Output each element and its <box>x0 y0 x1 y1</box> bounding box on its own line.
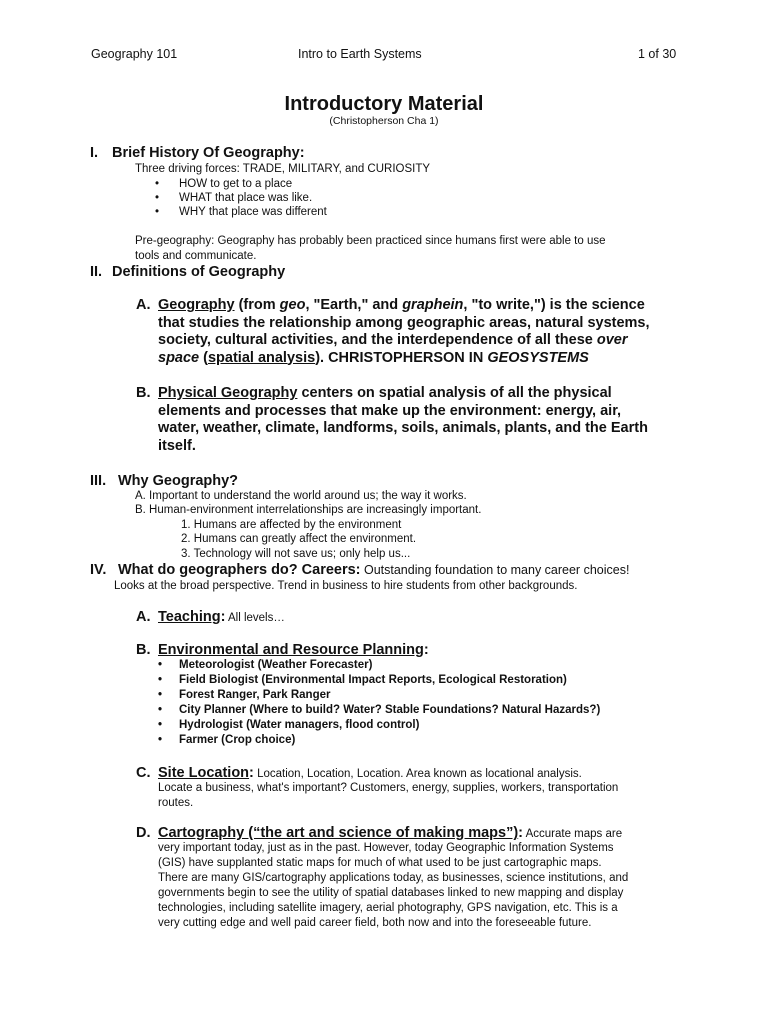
term-geo: geo <box>279 297 306 313</box>
list-item-text: Forest Ranger, Park Ranger <box>179 689 331 701</box>
career-heading <box>158 609 285 628</box>
list-item <box>158 689 678 703</box>
term-graphein: graphein <box>402 297 464 313</box>
section-title <box>118 562 629 578</box>
definition-b <box>136 385 696 460</box>
text: centers on spatial analysis of all the physical <box>297 385 612 401</box>
page-title: Introductory Material <box>284 93 484 115</box>
text: elements and processes that make up the environment: energy, air, <box>158 402 622 419</box>
text: itself. <box>158 437 196 454</box>
header-course: Geography 101 <box>91 47 178 61</box>
definition-a-text <box>158 297 650 367</box>
text: Environmental and Resource Planning <box>158 642 424 658</box>
list-item: 3. Technology will not save us; only help us... <box>181 548 411 560</box>
text: , "to write,") is the science <box>463 297 645 313</box>
cartography-line: technologies, including satellite imagery, aerial photography, GPS navigation, etc. This is a <box>158 902 618 914</box>
bullet-icon: • <box>158 674 163 686</box>
bullet-icon: • <box>158 719 163 731</box>
section-4-heading <box>90 562 730 580</box>
term-spatial-analysis: spatial analysis <box>207 349 316 366</box>
text: Cartography (“the art and science of making maps”) <box>158 825 519 841</box>
item-letter: C. <box>136 765 151 781</box>
text: Accurate maps are <box>523 828 623 840</box>
text: that studies the relationship among geographic areas, natural systems, <box>158 314 650 331</box>
section-2-heading <box>90 264 690 282</box>
section-number: I. <box>90 145 99 161</box>
list-item: 1. Humans are affected by the environment <box>181 519 402 531</box>
pre-geography-line-1: Pre-geography: Geography has probably been practiced since humans first were able to use <box>135 235 606 247</box>
section-title: Why Geography? <box>118 473 239 489</box>
why-geography-b: B. Human-environment interrelationships are increasingly important. <box>135 504 482 516</box>
career-planning <box>136 642 636 660</box>
section-number: III. <box>90 473 107 489</box>
bullet-icon: • <box>158 689 163 701</box>
list-item-text: Hydrologist (Water managers, flood control) <box>179 719 420 731</box>
list-item-text: WHAT that place was like. <box>179 192 313 204</box>
career-heading <box>158 642 429 660</box>
site-location-line-2: Locate a business, what's important? Customers, energy, supplies, workers, transportation <box>158 782 619 794</box>
section-number: II. <box>90 264 103 280</box>
section-1-intro: Three driving forces: TRADE, MILITARY, and CURIOSITY <box>135 163 431 175</box>
term-geography: Geography <box>158 297 235 313</box>
text: : <box>423 642 429 658</box>
term-physical-geography: Physical Geography <box>158 385 298 401</box>
bullet-icon: • <box>155 178 160 190</box>
list-item <box>155 192 555 206</box>
list-item-text: HOW to get to a place <box>179 178 293 190</box>
site-location-line-3: routes. <box>158 797 194 809</box>
text: , "Earth," and <box>305 297 403 313</box>
definition-b-text <box>158 385 648 455</box>
list-item <box>158 674 678 688</box>
section-3-heading <box>90 473 690 491</box>
item-letter: A. <box>136 609 151 625</box>
list-item <box>158 659 678 673</box>
cartography-line: very cutting edge and well paid career field, both now and into the foreseeable future. <box>158 917 592 929</box>
item-letter: B. <box>136 385 151 401</box>
header-page-number: 1 of 30 <box>638 47 677 61</box>
list-item <box>158 719 678 733</box>
bullet-icon: • <box>158 659 163 671</box>
text: Location, Location, Location. Area known as locational analysis. <box>253 768 582 780</box>
list-item-text: Field Biologist (Environmental Impact Reports, Ecological Restoration) <box>179 674 567 686</box>
career-teaching <box>136 609 536 627</box>
text: What do geographers do? Careers: <box>118 562 361 578</box>
list-item-text: Meteorologist (Weather Forecaster) <box>179 659 373 671</box>
list-item <box>158 704 698 718</box>
bullet-icon: • <box>158 704 163 716</box>
text: Teaching <box>158 609 221 625</box>
section-1-heading <box>90 145 690 163</box>
text: (from <box>234 297 280 313</box>
item-letter: D. <box>136 825 151 841</box>
text: society, cultural activities, and the interdependence of all these <box>158 332 597 348</box>
bullet-icon: • <box>155 192 160 204</box>
cartography-line: (GIS) have supplanted static maps for much of what used to be just cartographic maps. <box>158 857 602 869</box>
text: : <box>518 825 524 841</box>
list-item-text: Farmer (Crop choice) <box>179 734 296 746</box>
item-letter: B. <box>136 642 151 658</box>
text: Outstanding foundation to many career choices! <box>360 563 630 577</box>
list-item-text: WHY that place was different <box>179 206 327 218</box>
list-item <box>158 734 678 748</box>
text: : <box>220 609 226 625</box>
bullet-icon: • <box>158 734 163 746</box>
cartography-line: very important today, just as in the past. However, today Geographic Information Systems <box>158 842 614 854</box>
bullet-icon: • <box>155 206 160 218</box>
text: Site Location <box>158 765 250 781</box>
list-item <box>155 206 555 220</box>
list-item: 2. Humans can greatly affect the environment. <box>181 533 417 545</box>
cartography-line: There are many GIS/cartography applications today, as businesses, science institutions, and <box>158 872 629 884</box>
why-geography-a: A. Important to understand the world around us; the way it works. <box>135 490 467 502</box>
text: ( <box>199 349 208 366</box>
item-letter: A. <box>136 297 151 313</box>
page-subtitle: (Christopherson Cha 1) <box>329 115 439 127</box>
cartography-line: governments begin to see the utility of spatial databases linked to new mapping and display <box>158 887 624 899</box>
term-geosystems: GEOSYSTEMS <box>487 349 589 366</box>
term-over: over <box>596 332 628 348</box>
text: All levels… <box>225 612 285 624</box>
section-number: IV. <box>90 562 107 578</box>
list-item <box>155 178 555 192</box>
list-item-text: City Planner (Where to build? Water? Stable Foundations? Natural Hazards?) <box>179 704 601 716</box>
text: ). CHRISTOPHERSON IN <box>315 349 488 366</box>
text: water, weather, climate, landforms, soils, animals, plants, and the Earth <box>158 420 648 436</box>
definition-a <box>136 297 696 372</box>
header-topic: Intro to Earth Systems <box>298 47 422 61</box>
pre-geography-line-2: tools and communicate. <box>135 250 257 262</box>
section-4-intro: Looks at the broad perspective. Trend in business to hire students from other backgrounds. <box>114 580 578 592</box>
section-title: Definitions of Geography <box>112 264 286 280</box>
text: : <box>249 765 254 781</box>
section-title: Brief History Of Geography: <box>112 145 305 161</box>
term-space: space <box>158 349 200 366</box>
